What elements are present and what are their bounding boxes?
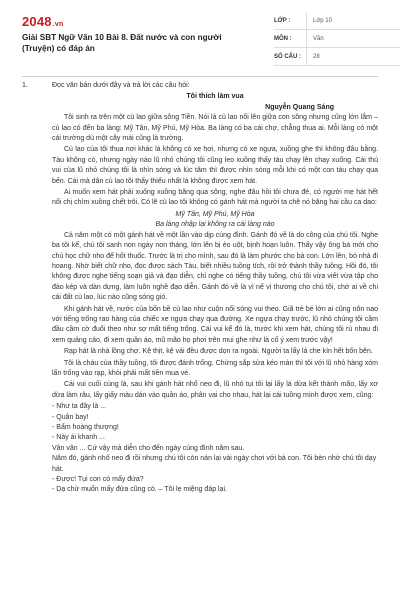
meta-label: SỐ CÂU : xyxy=(274,53,301,60)
header-divider xyxy=(22,76,378,77)
dialog-line: - Này ái khanh ... xyxy=(52,434,105,442)
question-prompt: Đọc văn bản dưới đây và trả lời các câu hỏi: xyxy=(52,82,190,89)
meta-row-subject xyxy=(274,30,400,48)
question-content xyxy=(22,81,378,496)
dialog-line: - Bẩm hoàng thượng! xyxy=(52,424,119,431)
dialog-line: - Như ta đây là ... xyxy=(52,403,107,411)
story-paragraph: Cái vui cuối cùng là, sau khi gánh hát nhổ neo đi, lũ nhỏ tụi tôi lại lấy lá dừa kết thành mão, lấy xơ dừa làm râu, lấy giấy màu dán vào quần áo, phân vai cho nhau, hát lại cái tuồng mình được xem, cũng: xyxy=(52,381,378,399)
document-header xyxy=(22,10,378,68)
poem-line: Ba làng nhập lại không ra cái làng nào xyxy=(155,221,275,229)
story-paragraph: Cù lao của tôi thua nơi khác là không có xe hơi, nhưng có xe ngựa, xuồng ghe thì không đâu bằng. Tàu không có, nhưng ngày nào lũ nhỏ chúng tôi cũng leo xuồng thấy tàu chạy lên chạy xuống. Cái thú vui của lũ nhỏ chúng tôi là nhìn sóng và lúc tâm thì được nhìn sóng mỗi khi có một con tàu chạy qua bến. Cái mà dân cù lao tôi thấy thiếu nhất là không được xem hát. xyxy=(52,146,378,185)
story-paragraph: Vân vân ... Cứ vậy mà diễn cho đến ngày cúng đình năm sau. xyxy=(52,444,245,452)
question-number: 1. xyxy=(22,82,28,89)
meta-row-class xyxy=(274,12,400,30)
story-paragraph: Khi gánh hát về, nước của bốn bề cù lao như cuộn nổi sóng vui theo. Giã trẻ bé lớn ai cũng nôn nao với tiếng trống rao hàng của chiếc xe ngựa chạy qua đường. Xe ngựa chạy trước, lũ nhỏ chúng tôi cầm đầu cầm cờ đuổi theo như sợ mất tiếng trống. Cái vui kể đó là, trước khi xem hát, chúng tôi rủ nhau đi xem quảng cáo, đi xem quần áo, mũ mão họ phơi trên mui ghe như là cố ý xem trước vậy! xyxy=(52,305,378,344)
meta-label: MÔN : xyxy=(274,35,292,42)
meta-label: LỚP : xyxy=(274,17,291,24)
story-paragraph: Cả năm một có một gánh hát về một lần vào dịp cúng đình. Gánh đó về là do công của chú tôi. Nghe ba tôi kể, chú tôi sanh non ngày non tháng, lớn lên bị èo uột, bịnh hoạn luôn. Thấy vậy ông bà mới cho chú học chữ nho để hốt thuốc. Trước là trị cho mình, sau đó là làm phước cho bà con. Lớn lên, bỏ nhà đi hoang. Nhờ biết chữ nho, đọc được sách Tàu, biết nhiều tuồng tích, rồi trở thành thầy tuồng. Hồi đó, tôi không được nghe tiếng soạn giả và đạo diễn, chỉ nghe có tiếng thầy tuồng, chú tôi vừa viết vừa tập cho đào kép và dàn dựng, làm luôn nghề đạo diễn. Gánh đó về là vì nể vì thương cho chú tôi, chớ ai về chi cái đất cù lao, lúc nào cũng sóng gió. xyxy=(52,231,378,302)
question-body xyxy=(52,81,378,496)
poem-line: Mỹ Tân, Mỹ Phú, Mỹ Hòa xyxy=(175,210,255,218)
dialog-line: - Dạ chừ muốn mấy đứa cũng có. – Tôi lẹ miệng đáp lại. xyxy=(52,486,227,494)
story-title: Tôi thích làm vua xyxy=(186,93,244,101)
story-paragraph: Tôi là cháu của thầy tuồng, tôi được đánh trống. Chừng sắp sửa kéo màn thì tôi với lũ nhỏ hàng xóm lấn trống vào rạp, khỏi phải mất tiền mua vé. xyxy=(52,359,378,377)
story-paragraph: Rạp hát là nhà lồng chợ. Kệ thịt, kệ vải đều được dọn ra ngoài. Người ta lấy lá che kín hết bốn bên. xyxy=(64,348,373,356)
story-author: Nguyễn Quang Sáng xyxy=(265,103,334,111)
meta-value: Lớp 10 xyxy=(306,12,400,29)
site-logo[interactable] xyxy=(22,14,63,29)
question-item xyxy=(22,81,378,496)
dialog-line: - Quân bay! xyxy=(52,413,89,421)
document-title: Giải SBT Ngữ Văn 10 Bài 8. Đất nước và con người (Truyện) có đáp án xyxy=(22,33,222,53)
logo-text: 2048 xyxy=(22,14,52,29)
story-paragraph: Tôi sinh ra trên một cù lao giữa sông Tiền. Nói là cù lao nổi lên giữa con sông nhưng cũng lớn lắm – cù lao có đến ba làng: Mỹ Tân, Mỹ Phú, Mỹ Hòa. Ba làng có ba cái chợ, chẳng thua ai. Mỗi làng có một cái trường dù một cây mái cũng là trường. xyxy=(52,114,378,143)
meta-value: 28 xyxy=(306,48,400,65)
story-paragraph: Ai muốn xem hát phải xuống xuồng băng qua sông, nghe đâu hồi tôi chưa đẻ, có người mẹ hát hết nổi chị chìm xuồng chết trôi. Có lẽ cù lao tôi không có gánh hát mà người ta chê nó băng hai cầu ca dao: xyxy=(52,189,378,207)
logo-suffix: .vn xyxy=(52,21,64,28)
story-paragraph: Năm đó, gánh nhổ neo đi rồi nhưng chú tôi còn nán lại vài ngày chơi với bà con. Tôi bèn nhờ chú tôi dạy hát. xyxy=(52,455,377,473)
meta-table xyxy=(274,12,400,66)
meta-value: Văn xyxy=(306,30,400,47)
meta-row-count xyxy=(274,48,400,66)
dialog-line: - Được! Tụi con có mấy đứa? xyxy=(52,476,144,484)
